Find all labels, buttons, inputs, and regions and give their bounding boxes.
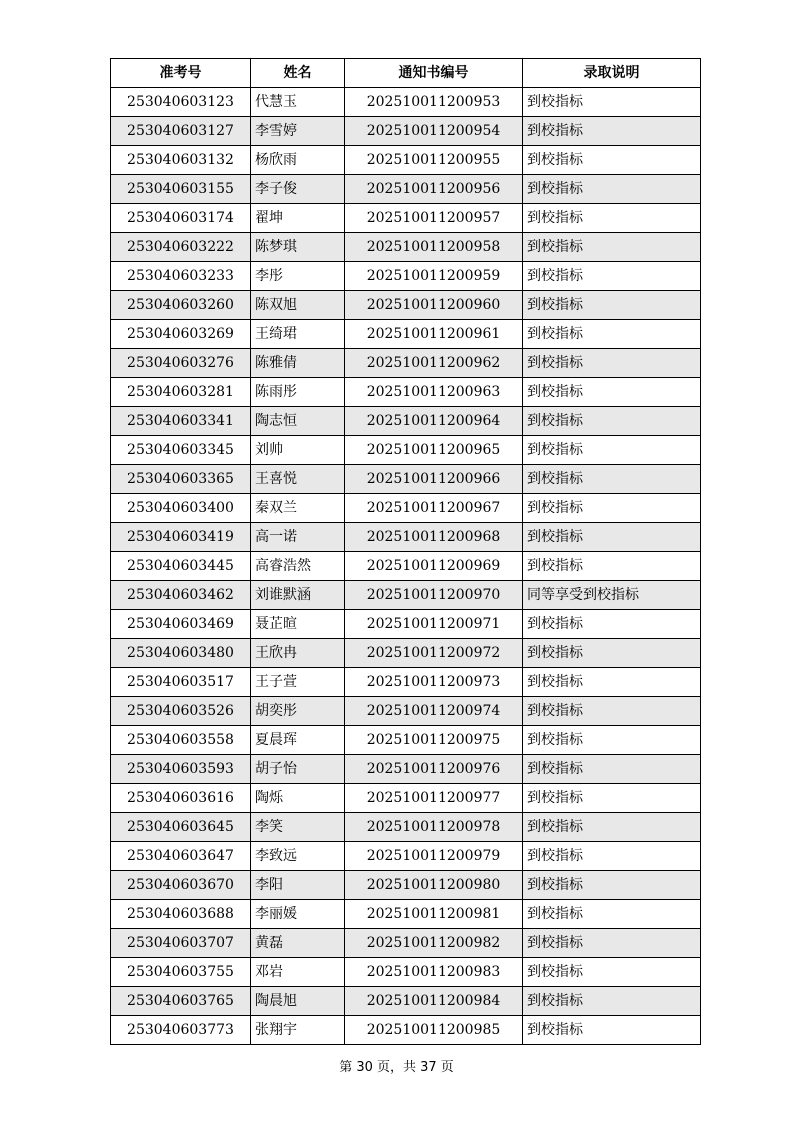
cell-notice-no: 202510011200956 <box>345 175 523 204</box>
cell-note: 到校指标 <box>523 900 701 929</box>
table-row <box>111 639 701 668</box>
table-row <box>111 726 701 755</box>
cell-notice-no: 202510011200955 <box>345 146 523 175</box>
table-row <box>111 697 701 726</box>
cell-exam-no: 253040603526 <box>111 697 251 726</box>
cell-name: 李笑 <box>251 813 345 842</box>
cell-note: 到校指标 <box>523 639 701 668</box>
cell-name: 陈梦琪 <box>251 233 345 262</box>
cell-exam-no: 253040603445 <box>111 552 251 581</box>
cell-exam-no: 253040603419 <box>111 523 251 552</box>
cell-notice-no: 202510011200971 <box>345 610 523 639</box>
cell-note: 到校指标 <box>523 987 701 1016</box>
cell-exam-no: 253040603469 <box>111 610 251 639</box>
cell-note: 到校指标 <box>523 726 701 755</box>
table-row <box>111 146 701 175</box>
table-row <box>111 523 701 552</box>
cell-exam-no: 253040603645 <box>111 813 251 842</box>
cell-note: 到校指标 <box>523 813 701 842</box>
cell-exam-no: 253040603670 <box>111 871 251 900</box>
cell-notice-no: 202510011200975 <box>345 726 523 755</box>
cell-notice-no: 202510011200966 <box>345 465 523 494</box>
table-row <box>111 552 701 581</box>
header-note: 录取说明 <box>523 59 701 88</box>
cell-name: 高睿浩然 <box>251 552 345 581</box>
page-number: 第 30 页，共 37 页 <box>339 1060 454 1075</box>
cell-exam-no: 253040603462 <box>111 581 251 610</box>
table-row <box>111 117 701 146</box>
cell-notice-no: 202510011200954 <box>345 117 523 146</box>
cell-name: 夏晨珲 <box>251 726 345 755</box>
table-row <box>111 958 701 987</box>
table-row <box>111 871 701 900</box>
cell-exam-no: 253040603400 <box>111 494 251 523</box>
cell-notice-no: 202510011200959 <box>345 262 523 291</box>
cell-name: 胡子怡 <box>251 755 345 784</box>
cell-notice-no: 202510011200984 <box>345 987 523 1016</box>
table-row <box>111 1016 701 1045</box>
cell-exam-no: 253040603773 <box>111 1016 251 1045</box>
cell-notice-no: 202510011200968 <box>345 523 523 552</box>
cell-note: 到校指标 <box>523 755 701 784</box>
cell-name: 王欣冉 <box>251 639 345 668</box>
cell-name: 李子俊 <box>251 175 345 204</box>
cell-note: 到校指标 <box>523 1016 701 1045</box>
table-row <box>111 291 701 320</box>
table-row <box>111 88 701 117</box>
cell-note: 到校指标 <box>523 349 701 378</box>
cell-name: 王子萱 <box>251 668 345 697</box>
table-row <box>111 436 701 465</box>
cell-exam-no: 253040603341 <box>111 407 251 436</box>
cell-exam-no: 253040603233 <box>111 262 251 291</box>
cell-notice-no: 202510011200980 <box>345 871 523 900</box>
cell-note: 到校指标 <box>523 523 701 552</box>
cell-notice-no: 202510011200973 <box>345 668 523 697</box>
cell-exam-no: 253040603688 <box>111 900 251 929</box>
cell-notice-no: 202510011200960 <box>345 291 523 320</box>
table-row <box>111 262 701 291</box>
cell-notice-no: 202510011200958 <box>345 233 523 262</box>
cell-name: 刘谁默涵 <box>251 581 345 610</box>
cell-name: 王绮珺 <box>251 320 345 349</box>
cell-notice-no: 202510011200965 <box>345 436 523 465</box>
table-row <box>111 929 701 958</box>
cell-notice-no: 202510011200962 <box>345 349 523 378</box>
cell-name: 陈雨彤 <box>251 378 345 407</box>
cell-note: 到校指标 <box>523 552 701 581</box>
table-row <box>111 813 701 842</box>
cell-name: 陈雅倩 <box>251 349 345 378</box>
cell-name: 刘帅 <box>251 436 345 465</box>
cell-note: 到校指标 <box>523 697 701 726</box>
cell-exam-no: 253040603174 <box>111 204 251 233</box>
table-row <box>111 378 701 407</box>
cell-exam-no: 253040603755 <box>111 958 251 987</box>
cell-notice-no: 202510011200970 <box>345 581 523 610</box>
admission-list-table <box>110 58 701 1045</box>
table-row <box>111 465 701 494</box>
cell-note: 到校指标 <box>523 610 701 639</box>
cell-notice-no: 202510011200974 <box>345 697 523 726</box>
cell-exam-no: 253040603647 <box>111 842 251 871</box>
cell-name: 李彤 <box>251 262 345 291</box>
cell-notice-no: 202510011200972 <box>345 639 523 668</box>
cell-notice-no: 202510011200963 <box>345 378 523 407</box>
cell-name: 张翔宇 <box>251 1016 345 1045</box>
cell-exam-no: 253040603558 <box>111 726 251 755</box>
table-row <box>111 320 701 349</box>
cell-note: 到校指标 <box>523 494 701 523</box>
cell-note: 到校指标 <box>523 784 701 813</box>
header-name: 姓名 <box>251 59 345 88</box>
cell-exam-no: 253040603765 <box>111 987 251 1016</box>
table-row <box>111 610 701 639</box>
cell-note: 同等享受到校指标 <box>523 581 701 610</box>
table-row <box>111 233 701 262</box>
cell-exam-no: 253040603132 <box>111 146 251 175</box>
table-row <box>111 784 701 813</box>
header-exam-no: 准考号 <box>111 59 251 88</box>
cell-note: 到校指标 <box>523 175 701 204</box>
cell-name: 王喜悦 <box>251 465 345 494</box>
cell-name: 李丽媛 <box>251 900 345 929</box>
cell-name: 杨欣雨 <box>251 146 345 175</box>
cell-notice-no: 202510011200979 <box>345 842 523 871</box>
table-row <box>111 175 701 204</box>
cell-exam-no: 253040603365 <box>111 465 251 494</box>
cell-exam-no: 253040603260 <box>111 291 251 320</box>
cell-note: 到校指标 <box>523 233 701 262</box>
cell-notice-no: 202510011200953 <box>345 88 523 117</box>
cell-note: 到校指标 <box>523 291 701 320</box>
cell-note: 到校指标 <box>523 436 701 465</box>
cell-note: 到校指标 <box>523 842 701 871</box>
cell-note: 到校指标 <box>523 320 701 349</box>
table-row <box>111 494 701 523</box>
cell-exam-no: 253040603345 <box>111 436 251 465</box>
table-row <box>111 842 701 871</box>
cell-name: 李致远 <box>251 842 345 871</box>
cell-note: 到校指标 <box>523 407 701 436</box>
cell-notice-no: 202510011200985 <box>345 1016 523 1045</box>
cell-name: 聂芷暄 <box>251 610 345 639</box>
cell-exam-no: 253040603127 <box>111 117 251 146</box>
cell-note: 到校指标 <box>523 958 701 987</box>
cell-name: 高一诺 <box>251 523 345 552</box>
cell-exam-no: 253040603480 <box>111 639 251 668</box>
cell-notice-no: 202510011200961 <box>345 320 523 349</box>
cell-name: 秦双兰 <box>251 494 345 523</box>
table-row <box>111 349 701 378</box>
table-row <box>111 668 701 697</box>
cell-name: 李雪婷 <box>251 117 345 146</box>
cell-notice-no: 202510011200982 <box>345 929 523 958</box>
cell-exam-no: 253040603281 <box>111 378 251 407</box>
cell-notice-no: 202510011200957 <box>345 204 523 233</box>
cell-note: 到校指标 <box>523 262 701 291</box>
cell-exam-no: 253040603517 <box>111 668 251 697</box>
cell-name: 黄磊 <box>251 929 345 958</box>
cell-exam-no: 253040603276 <box>111 349 251 378</box>
cell-notice-no: 202510011200977 <box>345 784 523 813</box>
cell-notice-no: 202510011200978 <box>345 813 523 842</box>
cell-exam-no: 253040603707 <box>111 929 251 958</box>
cell-note: 到校指标 <box>523 117 701 146</box>
cell-name: 陈双旭 <box>251 291 345 320</box>
cell-exam-no: 253040603269 <box>111 320 251 349</box>
table-row <box>111 900 701 929</box>
cell-note: 到校指标 <box>523 204 701 233</box>
cell-name: 邓岩 <box>251 958 345 987</box>
cell-notice-no: 202510011200964 <box>345 407 523 436</box>
cell-note: 到校指标 <box>523 378 701 407</box>
cell-exam-no: 253040603155 <box>111 175 251 204</box>
cell-name: 翟坤 <box>251 204 345 233</box>
cell-notice-no: 202510011200976 <box>345 755 523 784</box>
cell-notice-no: 202510011200981 <box>345 900 523 929</box>
header-row <box>111 59 701 88</box>
cell-note: 到校指标 <box>523 465 701 494</box>
table-header <box>111 59 701 88</box>
cell-exam-no: 253040603123 <box>111 88 251 117</box>
table-row <box>111 204 701 233</box>
cell-name: 陶烁 <box>251 784 345 813</box>
cell-exam-no: 253040603222 <box>111 233 251 262</box>
cell-exam-no: 253040603593 <box>111 755 251 784</box>
cell-note: 到校指标 <box>523 146 701 175</box>
cell-name: 陶志恒 <box>251 407 345 436</box>
cell-note: 到校指标 <box>523 871 701 900</box>
table-row <box>111 755 701 784</box>
cell-note: 到校指标 <box>523 929 701 958</box>
header-notice-no: 通知书编号 <box>345 59 523 88</box>
cell-name: 代慧玉 <box>251 88 345 117</box>
table-row <box>111 581 701 610</box>
cell-notice-no: 202510011200969 <box>345 552 523 581</box>
cell-notice-no: 202510011200967 <box>345 494 523 523</box>
cell-name: 陶晨旭 <box>251 987 345 1016</box>
cell-name: 胡奕彤 <box>251 697 345 726</box>
table-row <box>111 987 701 1016</box>
cell-notice-no: 202510011200983 <box>345 958 523 987</box>
cell-note: 到校指标 <box>523 668 701 697</box>
table-row <box>111 407 701 436</box>
table-body <box>111 88 701 1045</box>
cell-note: 到校指标 <box>523 88 701 117</box>
cell-name: 李阳 <box>251 871 345 900</box>
cell-exam-no: 253040603616 <box>111 784 251 813</box>
